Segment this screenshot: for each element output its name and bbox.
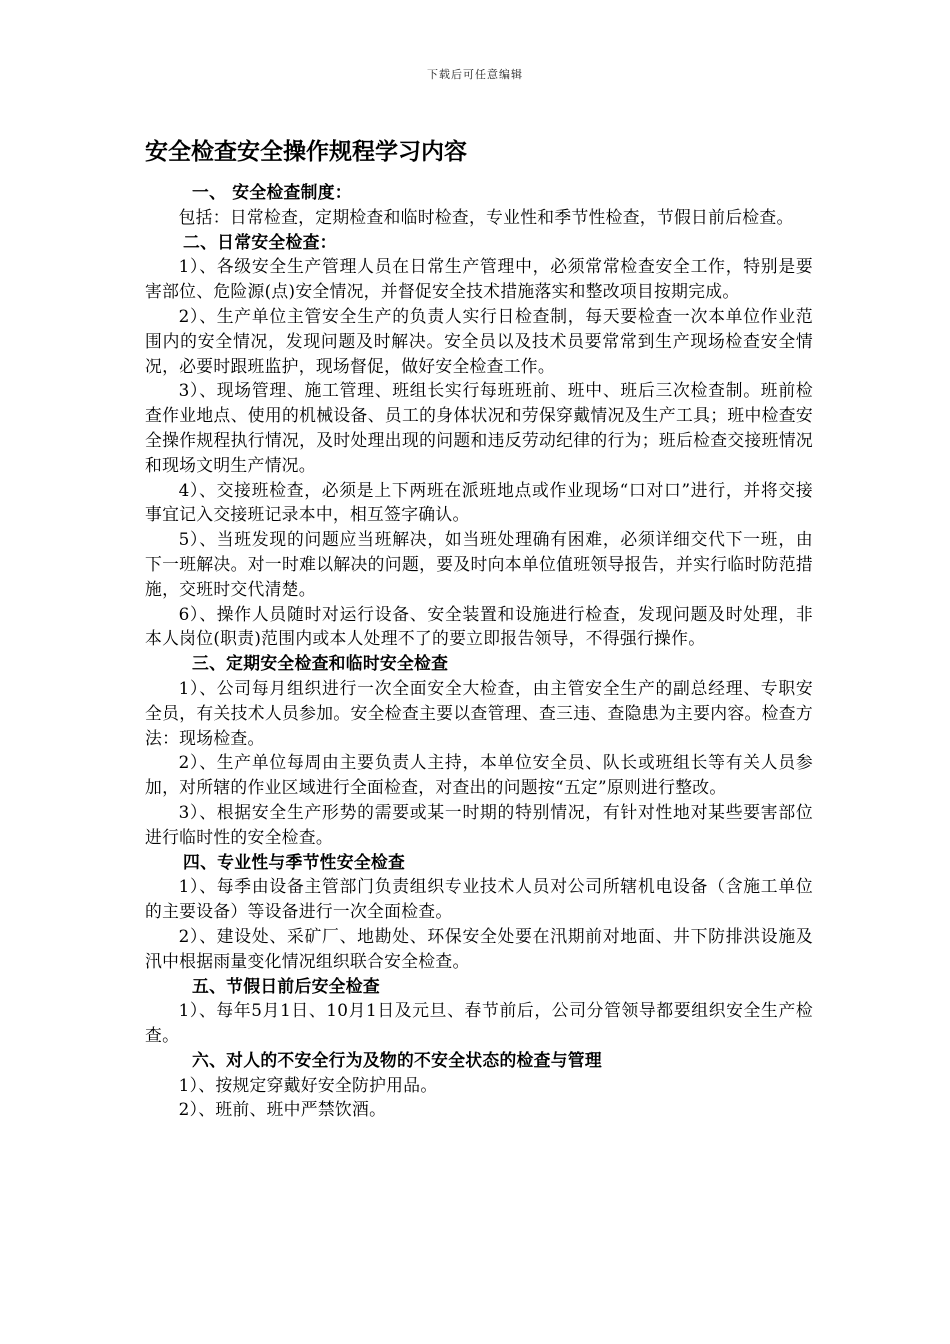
document-body <box>145 132 813 1122</box>
paragraph: 2）、生产单位每周由主要负责人主持，本单位安全员、队长或班组长等有关人员参加，对所辖的作业区域进行全面检查，对查出的问题按“五定”原则进行整改。 <box>145 752 813 798</box>
paragraph: 3）、现场管理、施工管理、班组长实行每班班前、班中、班后三次检查制。班前检查作业地点、使用的机械设备、员工的身体状况和劳保穿戴情况及生产工具；班中检查安全操作规程执行情况，及时处理出现的问题和违反劳动纪律的行为；班后检查交接班情况和现场文明生产情况。 <box>145 380 813 475</box>
section-heading-1: 一、 安全检查制度： <box>192 182 352 202</box>
section-heading-5: 五、节假日前后安全检查 <box>192 975 380 996</box>
paragraph: 1）、每年5月1日、10月1日及元旦、春节前后，公司分管领导都要组织安全生产检查。 <box>145 1000 813 1046</box>
section-heading-4: 四、专业性与季节性安全检查 <box>183 851 406 872</box>
paragraph: 1）、按规定穿戴好安全防护用品。 <box>178 1074 438 1095</box>
paragraph: 5）、当班发现的问题应当班解决，如当班处理确有困难，必须详细交代下一班，由下一班解决。对一时难以解决的问题，要及时向本单位值班领导报告，并实行临时防范措施，交班时交代清楚。 <box>145 529 813 599</box>
section-heading-3: 三、定期安全检查和临时安全检查 <box>192 653 449 674</box>
paragraph: 3）、根据安全生产形势的需要或某一时期的特别情况，有针对性地对某些要害部位进行临时性的安全检查。 <box>145 801 813 847</box>
paragraph: 1）、每季由设备主管部门负责组织专业技术人员对公司所辖机电设备（含施工单位的主要设备）等设备进行一次全面检查。 <box>145 876 813 922</box>
page-header-note: 下载后可任意编辑 <box>427 68 523 81</box>
section-heading-6: 六、对人的不安全行为及物的不安全状态的检查与管理 <box>192 1049 602 1070</box>
paragraph: 1）、各级安全生产管理人员在日常生产管理中，必须常常检查安全工作，特别是要害部位、危险源(点)安全情况，并督促安全技术措施落实和整改项目按期完成。 <box>145 256 813 302</box>
paragraph: 2）、建设处、采矿厂、地勘处、环保安全处要在汛期前对地面、井下防排洪设施及汛中根据雨量变化情况组织联合安全检查。 <box>145 925 813 971</box>
paragraph: 6）、操作人员随时对运行设备、安全装置和设施进行检查，发现问题及时处理，非本人岗位(职责)范围内或本人处理不了的要立即报告领导，不得强行操作。 <box>145 603 813 649</box>
paragraph: 2）、生产单位主管安全生产的负责人实行日检查制，每天要检查一次本单位作业范围内的安全情况，发现问题及时解决。安全员以及技术员要常常到生产现场检查安全情况，必要时跟班监护，现场督促，做好安全检查工作。 <box>145 305 813 376</box>
paragraph: 包括：日常检查，定期检查和临时检查，专业性和季节性检查，节假日前后检查。 <box>178 206 794 227</box>
paragraph: 1）、公司每月组织进行一次全面安全大检查，由主管安全生产的副总经理、专职安全员，有关技术人员参加。安全检查主要以查管理、查三违、查隐患为主要内容。检查方法：现场检查。 <box>145 677 813 748</box>
paragraph: 4）、交接班检查，必须是上下两班在派班地点或作业现场“口对口”进行，并将交接事宜记入交接班记录本中，相互签字确认。 <box>145 479 813 525</box>
document-title: 安全检查安全操作规程学习内容 <box>145 139 467 165</box>
paragraph: 2）、班前、班中严禁饮酒。 <box>178 1099 387 1120</box>
section-heading-2: 二、日常安全检查： <box>183 231 337 252</box>
